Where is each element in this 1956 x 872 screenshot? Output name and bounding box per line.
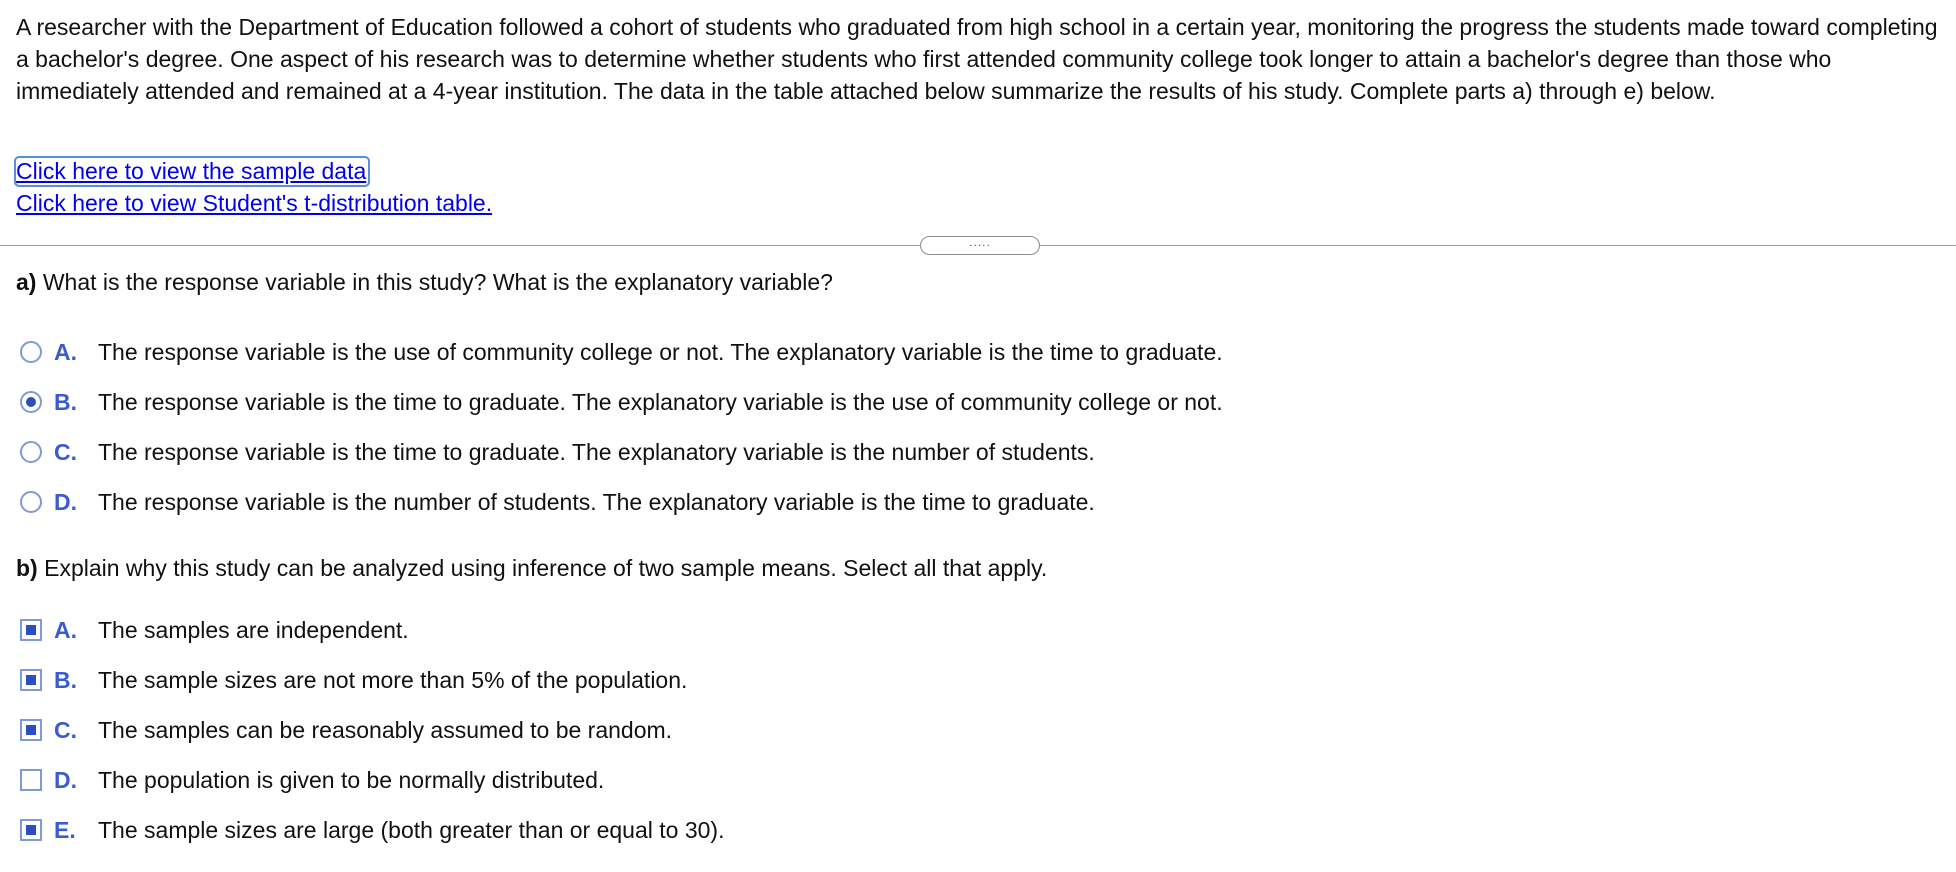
option-text: The sample sizes are not more than 5% of the population. (98, 666, 688, 693)
part-b-option-a[interactable] (16, 614, 409, 646)
part-a-label: a) (16, 269, 37, 295)
part-b-option-b[interactable] (16, 664, 687, 696)
part-a-option-a[interactable] (16, 336, 1223, 368)
part-a-text: What is the response variable in this study? What is the explanatory variable? (42, 269, 833, 295)
part-a-question (16, 269, 833, 296)
divider-expand-handle[interactable]: ..... (920, 236, 1040, 255)
option-letter: D. (54, 488, 77, 515)
checkbox-checked[interactable] (20, 619, 42, 641)
part-b-option-c[interactable] (16, 714, 672, 746)
option-letter: B. (54, 666, 77, 693)
checkbox[interactable] (20, 769, 42, 791)
part-b-text: Explain why this study can be analyzed using inference of two sample means. Select all that apply. (44, 555, 1048, 581)
checkbox-checked[interactable] (20, 669, 42, 691)
option-text: The samples can be reasonably assumed to be random. (98, 716, 673, 743)
checkbox-checked[interactable] (20, 719, 42, 741)
part-b-question (16, 555, 1047, 582)
view-t-table-link[interactable]: Click here to view Student's t-distribution table. (16, 190, 493, 216)
radio-button[interactable] (20, 441, 42, 463)
option-text: The population is given to be normally distributed. (98, 766, 605, 793)
option-text: The samples are independent. (98, 616, 409, 643)
option-letter: C. (54, 438, 77, 465)
option-letter: C. (54, 716, 77, 743)
option-text: The response variable is the use of community college or not. The explanatory variable is the time to graduate. (98, 338, 1223, 365)
option-text: The response variable is the number of students. The explanatory variable is the time to graduate. (98, 488, 1095, 515)
part-b-option-e[interactable] (16, 814, 724, 846)
view-sample-data-link[interactable]: Click here to view the sample data (16, 158, 367, 184)
part-a-option-b[interactable] (16, 386, 1223, 418)
checkbox-checked[interactable] (20, 819, 42, 841)
option-text: The response variable is the time to graduate. The explanatory variable is the number of students. (98, 438, 1095, 465)
option-letter: B. (54, 388, 77, 415)
radio-button[interactable] (20, 491, 42, 513)
option-text: The response variable is the time to graduate. The explanatory variable is the use of community college or not. (98, 388, 1223, 415)
option-letter: E. (54, 816, 76, 843)
option-letter: D. (54, 766, 77, 793)
problem-statement: A researcher with the Department of Education followed a cohort of students who graduated from high school in a certain year, monitoring the progress the students made toward completing a bachelor's degree. One aspect of his research was to determine whether students who first attended community college took longer to attain a bachelor's degree than those who immediately attended and remained at a 4-year institution. The data in the table attached below summarize the results of his study. Complete parts a) through e) below. (16, 14, 1938, 104)
part-a-option-d[interactable] (16, 486, 1095, 518)
part-b-option-d[interactable] (16, 764, 604, 796)
option-letter: A. (54, 616, 77, 643)
option-text: The sample sizes are large (both greater than or equal to 30). (98, 816, 725, 843)
radio-button-selected[interactable] (20, 391, 42, 413)
radio-button[interactable] (20, 341, 42, 363)
option-letter: A. (54, 338, 77, 365)
part-a-option-c[interactable] (16, 436, 1095, 468)
part-b-label: b) (16, 555, 38, 581)
